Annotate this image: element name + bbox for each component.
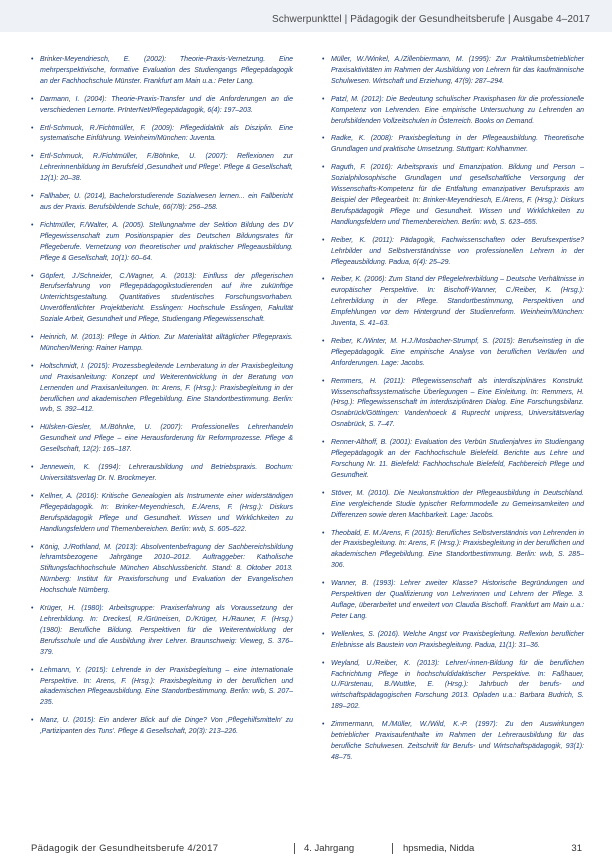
reference-entry: • Darmann, I. (2004): Theorie-Praxis-Transfer und die Anforderungen an die verschiedenen Lernorte. PrInterNet/Pflegepädagogik, 6(4): 197–203. bbox=[31, 95, 293, 117]
reference-entry: • Radke, K. (2008): Praxisbegleitung in der Pflegeausbildung. Theoretische Grundlagen und praktische Umsetzung. Stuttgart: Kohlhammer. bbox=[322, 134, 584, 156]
reference-entry: • Reiber, K. (2011): Pädagogik, Fachwissenschaften oder Berufsexpertise? Lehrbilder und Selbstverständnisse von professionellen Lehrern in der Pflegeausbildung. Padua, 6(4): 25–29. bbox=[322, 236, 584, 269]
reference-columns bbox=[31, 55, 584, 835]
reference-entry: • König, J./Rothland, M. (2013): Absolventenbefragung der Sachbereichsbildung lehramtsbezogene Jahrgänge 2010–2012. Auftraggeber: Katholische Stiftungsfachhochschule München Abschlussbericht. Stand: 8. Oktober 2013. Nürnberg: Institut für Praxisforschung und Evaluation der Evangelischen Hochschule Nürnberg. bbox=[31, 543, 293, 598]
reference-entry: • Brinker-Meyendriesch, E. (2002): Theorie-Praxis-Vernetzung. Eine mehrperspektivische, formative Evaluation des Studiengangs Pflegepädagogik an der Fachhochschule Münster. Frankfurt am Main u.a.: Peter Lang. bbox=[31, 55, 293, 88]
reference-entry: • Reiber, K./Winter, M. H.J./Mosbacher-Strumpf, S. (2015): Berufseinstieg in die Pflegepädagogik. Eine empirische Analyse von beruflichen Verläufen und Anforderungen. Lage: Jacobs. bbox=[322, 337, 584, 370]
reference-entry: • Theobald, E. M./Arens, F. (2015): Berufliches Selbstverständnis von Lehrenden in der Praxisbegleitung. In: Arens, F. (Hrsg.): Praxisbegleitung in der beruflichen und akademischen Pflegebildung. Eine Standortbestimmung. Berlin: wvb, S. 285–306. bbox=[322, 529, 584, 573]
reference-entry: • Heinrich, M. (2013): Pflege in Aktion. Zur Materialität alltäglicher Pflegepraxis. München/Mering: Rainer Hampp. bbox=[31, 333, 293, 355]
running-header bbox=[0, 0, 612, 32]
reference-entry: • Wanner, B. (1993): Lehrer zweiter Klasse? Historische Begründungen und Perspektiven der Qualifizierung von Lehrerinnen und Lehrern der Pflege. 3. Auflage, überarbeitet und erweitert von Claudia Bischoff. Frankfurt am Main u.a.: Peter Lang. bbox=[322, 579, 584, 623]
reference-entry: • Wellenkes, S. (2016). Welche Angst vor Praxisbegleitung. Reflexion beruflicher Erlebnisse als Baustein von Praxisbegleitung. Padua, 11(1): 31–36. bbox=[322, 630, 584, 652]
reference-entry: • Raguth, F. (2016): Arbeitspraxis und Emanzipation. Bildung und Person – Sozialphilosophische Grundlagen und gesellschaftliche Versorgung der Wissenschafts-Kompetenz für die Entfaltung emanzipativer Berufspraxis am Beispiel der Pflegearbeit. In: Brinker-Meyendriesch, E./Arens, F. (Hrsg.): Diskurs Berufspädagogik Pflege und Gesundheit. Wissen und Wirklichkeiten zu Handlungsfeldern und Themenbereichen. Berlin: wvb, S. 623–655. bbox=[322, 163, 584, 228]
footer-issue: 4. Jahrgang bbox=[304, 843, 355, 854]
footer-separator bbox=[392, 843, 393, 854]
reference-entry: • Stöver, M. (2010). Die Neukonstruktion der Pflegeausbildung in Deutschland. Eine vergleichende Studie typischer Reformmodelle zu Gemeinsamkeiten und Differenzen sowie deren Machbarkeit. Lage: Jacobs. bbox=[322, 489, 584, 522]
reference-entry: • Patzl, M. (2012): Die Bedeutung schulischer Praxisphasen für die professionelle Kompetenz von Lehrenden. Eine empirische Untersuchung zu Lehrenden an berufsbildenden Vollzeitschulen in Österreich. Books on Demand. bbox=[322, 95, 584, 128]
reference-entry: • Lehmann, Y. (2015): Lehrende in der Praxisbegleitung – eine internationale Perspektive. In: Arens, F. (Hrsg.): Praxisbegleitung in der beruflichen und akademischen Pflegeausbildung. Eine Standortbestimmung. Berlin: wvb, S. 207–235. bbox=[31, 666, 293, 710]
reference-entry: • Ertl-Schmuck, R./Fichtmüller, F./Böhnke, U. (2007): Reflexionen zur Lehrerinnenbildung im Berufsfeld ‚Gesundheit und Pflege'. Pflege & Gesellschaft, 12(1): 20–38. bbox=[31, 152, 293, 185]
reference-entry: • Zimmermann, M./Müller, W./Wild, K.-P. (1997): Zu den Auswirkungen betrieblicher Praxisaufenthalte im Rahmen der Lehrerausbildung für das berufliche Schulwesen. Zeitschrift für Berufs- und Wirtschaftspädagogik, 93(1): 48–75. bbox=[322, 720, 584, 764]
reference-entry: • Fichtmüller, F./Walter, A. (2005). Stellungnahme der Sektion Bildung des DV Pflegewissenschaft zum Positionspapier des Deutschen Bildungsrates für Pflegeberufe. Vernetzung von theoretischer und praktischer Pflegeausbildung. Pflege & Gesellschaft, 10(1): 60–64. bbox=[31, 221, 293, 265]
footer-separator bbox=[294, 843, 295, 854]
reference-entry: • Müller, W./Winkel, A./Zillenbiermann, M. (1995): Zur Praktikumsbetrieblicher Praxisaktivitäten im Rahmen der Ausbildung von Lehrern für das kaufmännische Schulwesen. Wirtschaft und Erziehung, 47(9): 287–294. bbox=[322, 55, 584, 88]
right-column bbox=[322, 55, 584, 835]
page-number: 31 bbox=[571, 843, 582, 854]
reference-entry: • Holtschmidt, I. (2015): Prozessbegleitende Lernberatung in der Praxisbegleitung und Praxisanleitung: Konzept und Weiterentwicklung in der Beratung von Lernenden und Praxisanleitungen. In: Arens, F. (Hrsg.): Praxisbegleitung in der beruflichen und akademischen Pflegebildung. Eine Standortbestimmung. Berlin: wvb, S. 392–412. bbox=[31, 362, 293, 417]
footer-publisher: hpsmedia, Nidda bbox=[403, 843, 475, 854]
reference-entry: • Fallhaber, U. (2014)‚ Bachelorstudierende Sozialwesen lernen... ein Fallbericht aus der Praxis. Berufsbildende Schule, 66(7/8): 256–258. bbox=[31, 192, 293, 214]
page-footer bbox=[31, 843, 582, 857]
reference-entry: • Jennewein, K. (1994): Lehrerausbildung und Betriebspraxis. Bochum: Universitätsverlag Dr. N. Brockmeyer. bbox=[31, 463, 293, 485]
reference-entry: • Krüger, H. (1980): Arbeitsgruppe: Praxiserfahrung als Voraussetzung der Lehrerbildung. In: Dreckesl, R./Grüneisen, D./Krüger, H./Rauner, F. (Hrsg.) (1980): Berufliche Bildung. Perspektiven für die Weiterentwicklung der Berufsschule und die Ausbildung ihrer Lehrer. Braunschweig: Vieweg, S. 376–379. bbox=[31, 604, 293, 659]
footer-journal-title: Pädagogik der Gesundheitsberufe 4/2017 bbox=[31, 843, 219, 854]
reference-entry: • Weyland, U./Reiber, K. (2013): Lehrer/-innen-Bildung für die beruflichen Fachrichtung Pflege in hochschuldidaktischer Perspektive. In: Faßhauer, U./Fürstenau, B./Wuttke, E. (Hrsg.): Jahrbuch der berufs- und wirtschaftspädagogischen Forschung 2013. Opladen u.a.: Barbara Budrich, S. 189–202. bbox=[322, 659, 584, 714]
reference-entry: • Remmers, H. (2011): Pflegewissenschaft als interdisziplinäres Konstrukt. Wissenschaftssystematische Überlegungen – Eine Einleitung. In: Remmers, H. (Hrsg.): Pflegewissenschaft im interdisziplinären Dialog. Eine Forschungsbilanz. Osnabrück/Göttingen: Vandenhoeck & Ruprecht unipress, Universitätsverlag Osnabrück, S. 7–47. bbox=[322, 377, 584, 432]
reference-entry: • Renner-Althoff, B. (2001): Evaluation des Verbün Studienjahres im Studiengang Pflegepädagogik an der Fachhochschule Bielefeld. Berichte aus Lehre und Forschung Nr. 11. Bielefeld: Fachhochschule Bielefeld, Fachbereich Pflege und Gesundheit. bbox=[322, 438, 584, 482]
left-column bbox=[31, 55, 293, 835]
reference-entry: • Kellner, A. (2016): Kritische Genealogien als Instrumente einer widerständigen Pflegepädagogik. In: Brinker-Meyendriesch, E./Arens, F. (Hrsg.): Diskurs Berufspädagogik Pflege und Gesundheit. Wissen und Wirklichkeiten zu Handlungsfeldern und Themenbereichen. Berlin: wvb, S. 605–622. bbox=[31, 492, 293, 536]
reference-entry: • Reiber, K. (2006): Zum Stand der Pflegelehrerbildung – Deutsche Verhältnisse in europäischer Perspektive. In: Bischoff-Wanner, C./Reiber, K. (Hrsg.): Lehrerbildung in der Pflege. Standortbestimmung, Perspektiven und Empfehlungen vor dem Hintergrund der Studienreform. Weinheim/München: Juventa, S. 41–63. bbox=[322, 275, 584, 330]
reference-entry: • Hülsken-Giesler, M./Böhnke, U. (2007): Professionelles Lehrerhandeln Gesundheit und Pflege – eine Herausforderung für Reformprozesse. Pflege & Gesellschaft, 12(2): 165–187. bbox=[31, 423, 293, 456]
header-text: Schwerpunkttel | Pädagogik der Gesundheitsberufe | Ausgabe 4–2017 bbox=[271, 14, 590, 25]
reference-entry: • Göpfert, J./Schneider, C./Wagner, A. (2013): Einfluss der pflegerischen Berufserfahrung von Pflegepädagogikstudierenden auf ihre zukünftige Unterrichtsgestaltung. Quantitatives studentisches Forschungsvorhaben. Unveröffentlichter Projektbericht. Esslingen: Hochschule Esslingen, Fakultät Soziale Arbeit, Gesundheit und Pflege, Studiengang Pflegewissenschaft. bbox=[31, 272, 293, 327]
reference-entry: • Ertl-Schmuck, R./Fichtmüller, F. (2009): Pflegedidaktik als Disziplin. Eine systematische Einführung. Weinheim/München: Juventa. bbox=[31, 124, 293, 146]
reference-entry: • Manz, U. (2015): Ein anderer Blick auf die Dinge? Von ‚Pflegehilfsmitteln' zu ‚Partizipanten des Tuns'. Pflege & Gesellschaft, 20(3): 213–226. bbox=[31, 716, 293, 738]
